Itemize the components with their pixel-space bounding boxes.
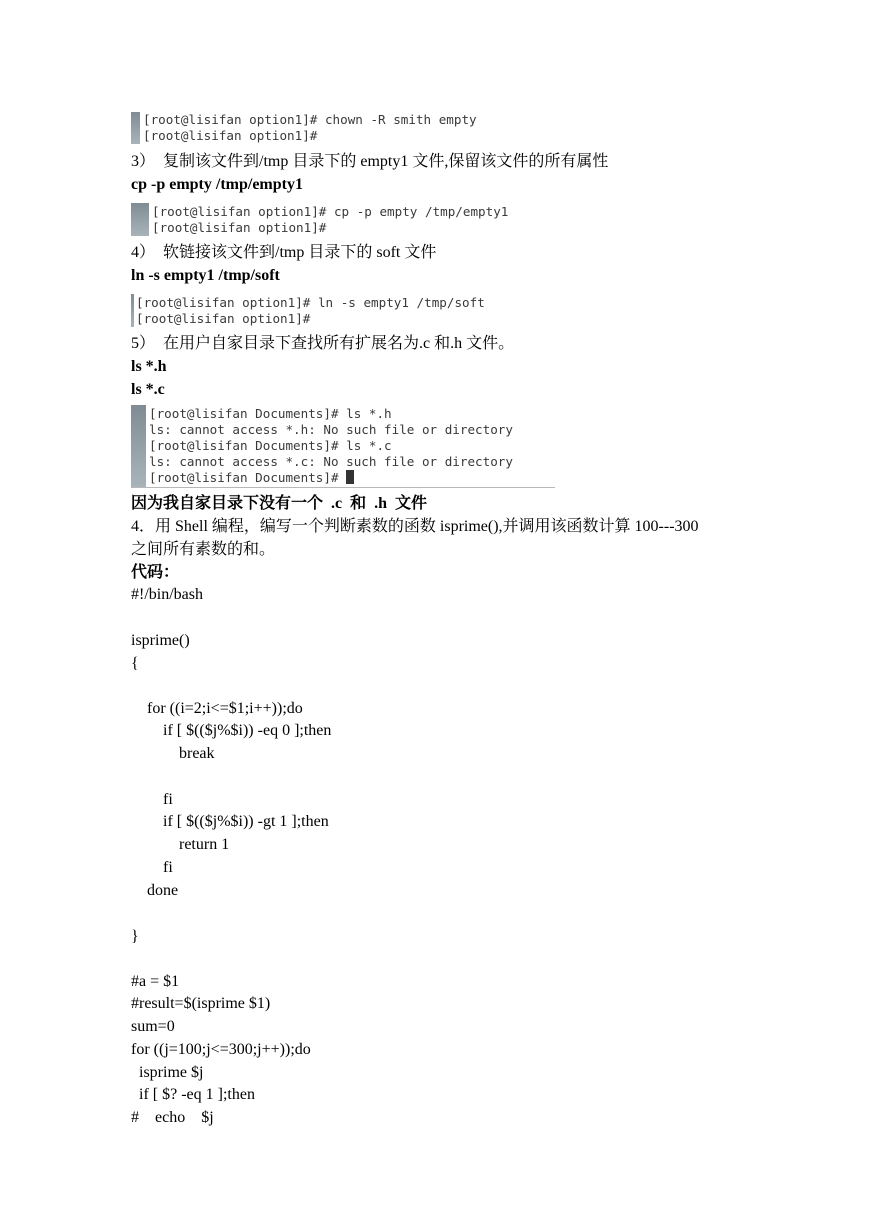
terminal-edge (131, 112, 140, 144)
code-line: if [ $? -eq 1 ];then (131, 1086, 255, 1103)
terminal-prompt-line (149, 470, 354, 486)
terminal-line: ls: cannot access *.c: No such file or directory (149, 454, 513, 469)
code-line: #result=$(isprime $1) (131, 995, 271, 1012)
terminal-screenshot-ls (131, 405, 555, 488)
terminal-cursor (346, 470, 354, 484)
step4-heading: 4） 软链接该文件到/tmp 目录下的 soft 文件 (131, 244, 437, 261)
code-line: } (131, 928, 139, 945)
code-line: isprime() (131, 632, 190, 649)
terminal-line: [root@lisifan Documents]# ls *.h (149, 406, 392, 421)
code-line: sum=0 (131, 1018, 175, 1035)
code-line: isprime $j (131, 1064, 204, 1081)
step4-command: ln -s empty1 /tmp/soft (131, 267, 280, 284)
code-line: done (131, 882, 179, 899)
terminal-line: [root@lisifan option1]# ln -s empty1 /tmp/soft (136, 295, 485, 310)
terminal-line: [root@lisifan option1]# (143, 128, 318, 143)
code-line: for ((i=2;i<=$1;i++));do (131, 700, 303, 717)
code-line: return 1 (131, 836, 230, 853)
step3-command: cp -p empty /tmp/empty1 (131, 176, 303, 193)
terminal-screenshot-chown (131, 112, 501, 144)
code-line: { (131, 655, 139, 672)
task4-line1: 4．用 Shell 编程，编写一个判断素数的函数 isprime(),并调用该函数计算 100---300 (131, 518, 699, 535)
code-line: #a = $1 (131, 973, 180, 990)
code-line: if [ $(($j%$i)) -eq 0 ];then (131, 722, 332, 739)
code-label: 代码： (131, 564, 180, 581)
step3-heading: 3） 复制该文件到/tmp 目录下的 empty1 文件,保留该文件的所有属性 (131, 153, 609, 170)
task4-line2: 之间所有素数的和。 (131, 541, 276, 558)
terminal-screenshot-cp (131, 203, 531, 236)
terminal-line: [root@lisifan Documents]# ls *.c (149, 438, 392, 453)
code-line: fi (131, 859, 173, 876)
terminal-line: [root@lisifan option1]# (136, 311, 311, 326)
code-line: #!/bin/bash (131, 586, 203, 603)
code-line: if [ $(($j%$i)) -gt 1 ];then (131, 813, 329, 830)
terminal-edge (131, 405, 146, 487)
terminal-line: [root@lisifan option1]# chown -R smith empty (143, 112, 477, 127)
code-line: for ((j=100;j<=300;j++));do (131, 1041, 311, 1058)
terminal-edge (131, 294, 134, 327)
note-text: 因为我自家目录下没有一个 .c 和 .h 文件 (131, 495, 428, 512)
terminal-screenshot-ln (131, 294, 501, 327)
step5-heading: 5） 在用户自家目录下查找所有扩展名为.c 和.h 文件。 (131, 335, 515, 352)
terminal-line: ls: cannot access *.h: No such file or directory (149, 422, 513, 437)
step5-command-c: ls *.c (131, 381, 165, 398)
code-line: # echo $j (131, 1109, 214, 1126)
code-line: break (131, 745, 215, 762)
code-line: fi (131, 791, 173, 808)
terminal-line: [root@lisifan option1]# cp -p empty /tmp/empty1 (152, 204, 509, 219)
terminal-line: [root@lisifan option1]# (152, 220, 327, 235)
step5-command-h: ls *.h (131, 358, 167, 375)
terminal-edge (131, 203, 149, 236)
terminal-prompt: [root@lisifan Documents]# (149, 470, 347, 485)
